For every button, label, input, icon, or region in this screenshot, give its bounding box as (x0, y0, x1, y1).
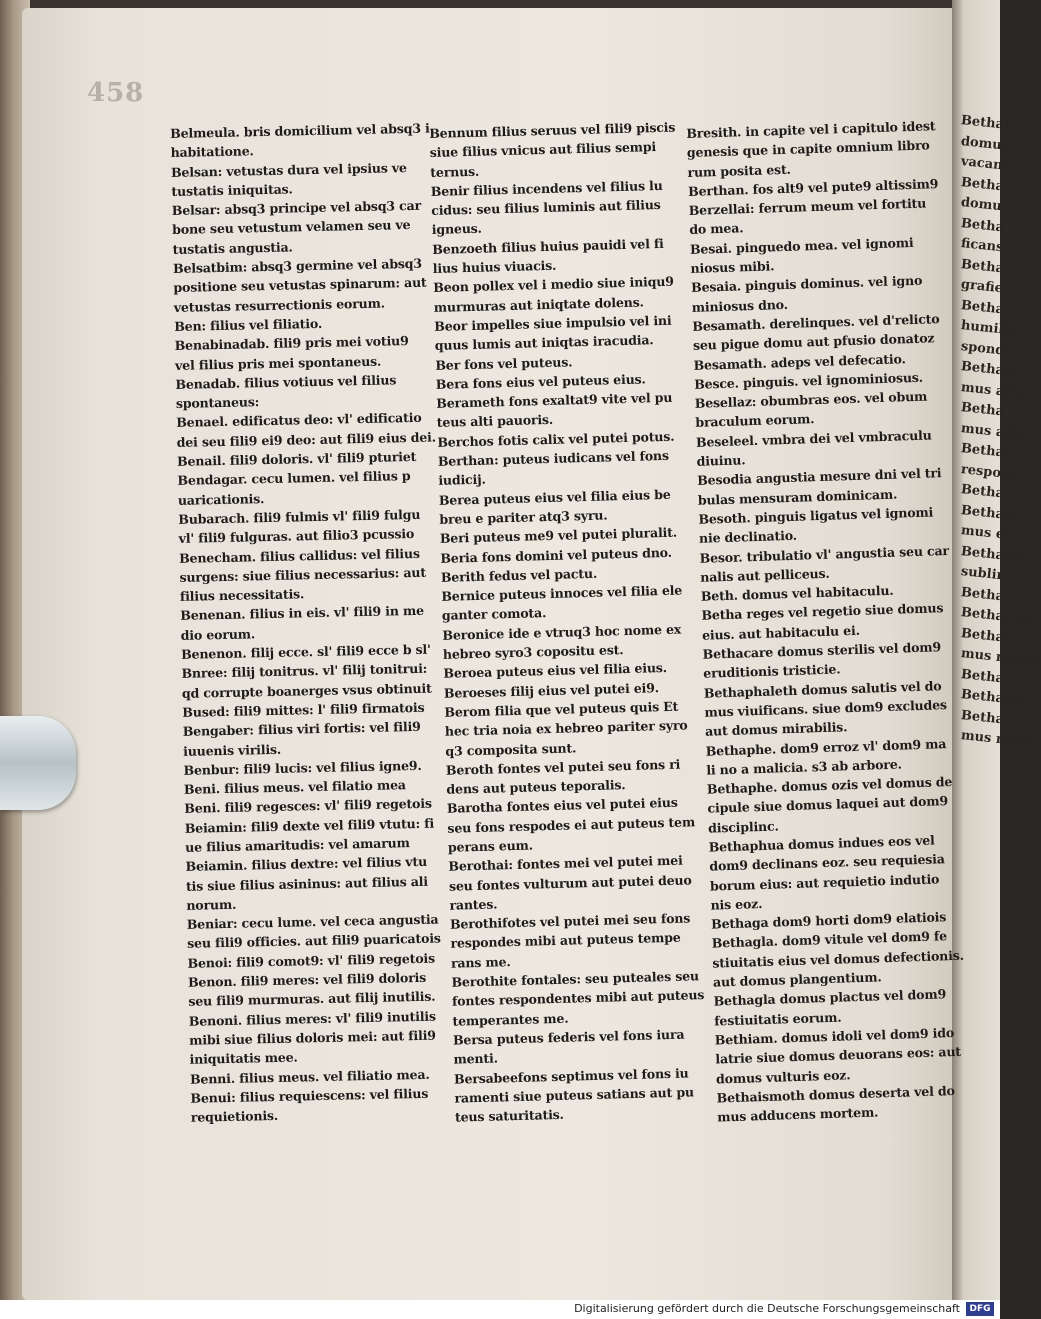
text-line: Bethaphaleth domus salutis vel do (703, 677, 942, 701)
text-line: ramenti siue puteus satians aut pu (454, 1084, 695, 1106)
text-line: iniquitatis mee. (189, 1049, 298, 1068)
text-line: Beni. fili9 regesces: vl' fili9 regetois (184, 796, 432, 817)
facing-page-fragment: respons (960, 461, 1019, 483)
facing-page-fragment: Betha (960, 297, 1005, 317)
text-line: Bethaismoth domus deserta vel do (716, 1082, 955, 1106)
text-line: Bera fons eius vel puteus eius. (435, 371, 646, 392)
text-line: ue filius amaritudis: vel amarum (184, 835, 410, 855)
text-line: bulas mensuram dominicam. (697, 486, 898, 508)
text-line: Berothai: fontes mei vel putei mei (448, 852, 683, 875)
facing-page-fragment: Betha (960, 400, 1005, 420)
text-line: igneus. (431, 221, 482, 238)
facing-page-fragment: Bethab (960, 113, 1014, 134)
text-line: rantes. (449, 896, 498, 913)
text-line: bone seu vetustum velamen seu ve (172, 217, 411, 238)
text-line: seu fontes vulturum aut putei deuo (448, 871, 692, 894)
text-line: disciplinc. (707, 818, 779, 836)
text-column-1 (170, 119, 439, 1127)
text-line: menti. (453, 1050, 498, 1067)
text-line: Berameth fons exaltat9 vite vel pu (436, 389, 673, 412)
text-line: rum posita est. (687, 161, 791, 180)
facing-page-fragment: sublimit (960, 564, 1022, 586)
text-line: eruditionis tristicie. (703, 661, 841, 682)
text-line: Benzoeth filius huius pauidi vel fi (432, 235, 664, 257)
text-line: Benoi: fili9 comot9: vl' fili9 regetois (187, 950, 436, 971)
page-number: 458 (87, 78, 145, 108)
text-line: Belsan: vetustas dura vel ipsius ve (170, 159, 407, 180)
facing-page-fragment: Betha (960, 174, 1005, 194)
text-line: cipule siue domus laquei aut dom9 (707, 793, 949, 817)
text-line: q3 composita sunt. (445, 739, 577, 759)
text-line: miniosus dno. (691, 296, 789, 315)
text-line: habitatione. (170, 143, 254, 161)
facing-page-fragment: Bethari (960, 359, 1017, 380)
text-line: perans eum. (447, 837, 534, 855)
text-line: ternus. (430, 163, 480, 180)
text-line: tis siue filius asininus: aut filius ali (185, 873, 429, 894)
text-line: Beseleel. vmbra dei vel vmbraculu (695, 427, 932, 450)
text-line: Benael. edificatus deo: vl' edificatio (176, 410, 422, 431)
text-line: Belmeula. bris domicilium vel absq3 i (170, 120, 430, 141)
text-line: Berthan. fos alt9 vel pute9 altissim9 (687, 176, 939, 199)
text-line: do mea. (689, 220, 744, 238)
text-line: Benbur: fili9 lucis: vel filius igne9. (183, 757, 422, 778)
text-line: Benecham. filius callidus: vel filius (178, 545, 420, 566)
text-line: Besamath. adeps vel defecatio. (693, 350, 906, 373)
text-line: Bengaber: filius viri fortis: vel fili9 (182, 719, 421, 740)
text-line: Benenan. filius in eis. vl' fili9 in me (180, 603, 424, 624)
text-line: Beth. domus vel habitaculu. (700, 582, 894, 604)
text-line: Besaia. pinguis dominus. vel igno (690, 273, 923, 296)
text-line: qd corrupte boanerges vsus obtinuit (181, 680, 432, 701)
text-line: Beronice ide e vtruq3 hoc nome ex (442, 621, 682, 643)
facing-page-fragment: mus medic (960, 728, 1041, 752)
text-line: Berothifotes vel putei mei seu fons (449, 910, 691, 932)
text-line: Berea puteus eius vel filia eius be (438, 486, 671, 508)
text-line: festiuitatis eorum. (713, 1009, 842, 1029)
text-line: hec tria noia ex hebreo pariter syro (444, 717, 688, 739)
text-line: Benoni. filius meres: vl' fili9 inutilis (188, 1008, 436, 1029)
text-line: filius necessitatis. (179, 586, 305, 605)
text-line: cidus: seu filius luminis aut filius (431, 197, 661, 219)
text-line: Besai. pinguedo mea. vel ignomi (689, 234, 914, 257)
facing-page-fragment: Betha (960, 256, 1005, 276)
text-line: aut domus plangentium. (712, 969, 882, 990)
text-line: seu fons respodes ei aut puteus tem (447, 813, 696, 836)
text-line: Berom filia que vel puteus quis Et (444, 698, 679, 720)
facing-page-fragment: Bethara (960, 625, 1020, 647)
text-line: Beroth fontes vel putei seu fons ri (445, 756, 681, 778)
text-line: Bethaphua domus indues eos vel (708, 832, 935, 855)
text-line: Beroea puteus eius vel filia eius. (443, 660, 668, 682)
text-line: norum. (186, 896, 237, 913)
facing-page-fragment: Betha (960, 666, 1005, 686)
facing-page-fragment: Betha (960, 584, 1005, 604)
text-line: Bethagla domus plactus vel dom9 (713, 986, 947, 1009)
text-line: dom9 declinans eoz. seu requiesia (709, 851, 945, 874)
text-line: Bethacare domus sterilis vel dom9 (702, 639, 942, 662)
footer-bar (0, 1300, 1000, 1319)
text-line: Belsatbim: absq3 germine vel absq3 (172, 255, 423, 277)
text-line: Benabinadab. fili9 pris mei votiu9 (174, 333, 409, 354)
text-line: Beroeses filij eius vel putei ei9. (443, 679, 660, 701)
facing-page-fragment: ficans (960, 236, 1005, 256)
text-line: siue filius vnicus aut filius sempi (429, 139, 657, 161)
text-line: Berzellai: ferrum meum vel fortitu (688, 195, 927, 219)
text-line: Bresith. in capite vel i capitulo idest (686, 118, 936, 141)
text-line: Bubarach. fili9 fulmis vl' fili9 fulgu (178, 506, 421, 527)
text-line: surgens: siue filius necessarius: aut (179, 564, 427, 585)
text-line: domus vulturis eoz. (715, 1066, 851, 1087)
facing-page-fragment: Bethara (960, 502, 1020, 524)
text-line: nalis aut pelliceus. (700, 565, 830, 585)
text-line: Belsar: absq3 principe vel absq3 car (171, 197, 422, 219)
text-line: Besor. tribulatio vl' angustia seu car (699, 542, 950, 566)
text-line: Benadab. filius votiuus vel filius (175, 372, 397, 392)
text-line: Bersabeefons septimus vel fons iu (453, 1065, 689, 1087)
text-column-3 (686, 116, 965, 1127)
facing-page-fragment: vacans (960, 154, 1011, 175)
text-line: Berothite fontales: seu puteales seu (451, 968, 700, 990)
text-line: iuuenis virilis. (182, 741, 282, 759)
text-line: Bethiam. domus idoli vel dom9 ido (714, 1024, 955, 1048)
text-line: borum eius: aut requietio indutio (709, 870, 940, 894)
text-line: Benir filius incendens vel filius lu (430, 177, 663, 199)
text-line: Beri puteus me9 vel putei pluralit. (439, 524, 678, 547)
text-line: Beria fons domini vel puteus dno. (440, 544, 673, 566)
text-line: vetustas resurrectionis eorum. (173, 295, 385, 315)
text-line: breu e pariter atq3 syru. (439, 507, 608, 527)
facing-page-fragment: sponde (960, 338, 1014, 359)
text-line: positione seu vetustas spinarum: aut (173, 275, 427, 296)
text-line: teus alti pauoris. (436, 412, 554, 431)
text-line: Benni. filius meus. vel filiatio mea. (189, 1066, 430, 1087)
text-line: teus saturitatis. (454, 1106, 564, 1125)
text-line: Ber fons vel puteus. (435, 353, 573, 373)
facing-page-fragment: mus elect (960, 523, 1032, 546)
text-line: Ben: filius vel filiatio. (174, 315, 323, 334)
facing-page-fragment: humilia (960, 318, 1018, 339)
text-line: Benail. fili9 doloris. vl' fili9 pturiet (176, 448, 417, 469)
text-line: Benenon. filij ecce. sl' fili9 ecce b sl' (180, 641, 431, 662)
facing-page-fragment: Bethara (960, 707, 1020, 729)
text-line: Bethaga dom9 horti dom9 elatiois (710, 909, 947, 932)
facing-page-fragment: Betharai (960, 543, 1025, 566)
text-line: stiuitatis eius vel domus defectionis. (712, 947, 964, 971)
text-line: Benui: filius requiescens: vel filius (190, 1085, 429, 1106)
text-line: Beni. filius meus. vel filatio mea (183, 777, 406, 797)
text-line: fontes respondentes mibi aut puteus (451, 987, 705, 1010)
text-line: murmuras aut iniqtate dolens. (433, 294, 644, 315)
text-line: requietionis. (190, 1108, 279, 1125)
text-line: dei seu fili9 ei9 deo: aut fili9 eius dei. (176, 429, 436, 450)
text-line: mibi siue filius doloris mei: aut fili9 (189, 1027, 436, 1048)
text-line: Besellaz: obumbras eos. vel obum (694, 388, 928, 412)
text-line: spontaneus: (175, 394, 260, 412)
text-line: lius huius viuacis. (432, 257, 557, 277)
text-line: respondes mibi aut puteus tempe (450, 930, 681, 952)
text-line: mus adducens mortem. (716, 1104, 879, 1125)
text-line: Beon pollex vel i medio siue iniqu9 (433, 274, 674, 296)
text-line: nis eoz. (710, 895, 763, 913)
text-line: seu fili9 officies. aut fili9 puaricatois (187, 930, 441, 952)
text-line: tustatis angustia. (172, 239, 293, 257)
text-line: Beor impelles siue impulsio vel ini (434, 312, 672, 334)
text-line: Bethaphe. domus ozis vel domus de (706, 774, 953, 797)
text-line: Berith fedus vel pactu. (440, 565, 598, 585)
text-line: Barotha fontes eius vel putei eius (446, 795, 678, 817)
text-line: vl' fili9 fulguras. aut filio3 pcussio (178, 526, 415, 547)
text-line: Besamath. derelinques. vel d'relicto (692, 311, 940, 334)
text-line: Bethaphe. dom9 erroz vl' dom9 ma (705, 735, 947, 759)
text-line: seu pigue domu aut pfusio donatoz (692, 330, 935, 354)
text-line: Beiamin. filius dextre: vel filius vtu (185, 854, 428, 875)
dfg-logo: DFG (966, 1302, 994, 1316)
text-line: Besce. pinguis. vel ignominiosus. (693, 369, 924, 392)
text-line: iudicij. (438, 471, 486, 489)
text-column-2 (429, 118, 703, 1128)
facing-page-fragment: domus (960, 195, 1010, 216)
text-line: Bused: fili9 mittes: l' fili9 firmatois (182, 699, 425, 720)
text-line: aut domus mirabilis. (704, 719, 848, 739)
text-line: seu fili9 murmuras. aut filij inutilis. (188, 988, 436, 1010)
text-line: Besoth. pinguis ligatus vel ignomi (698, 504, 934, 527)
text-line: hebreo syro3 copositu est. (442, 642, 624, 662)
facing-page-fragment: domus (960, 133, 1010, 154)
facing-page-fragment: Betharan (960, 687, 1030, 710)
facing-page-fragment: Betha (960, 482, 1005, 502)
text-line: quus lumis aut iniqtas iracudia. (434, 332, 654, 354)
text-line: li no a malicia. s3 ab arbore. (706, 756, 902, 778)
facing-page-fragment: Bethan (960, 441, 1015, 462)
text-line: uaricationis. (177, 490, 265, 508)
text-line: ganter comota. (441, 605, 547, 624)
text-line: Bennum filius seruus vel fili9 piscis (429, 119, 676, 141)
footer-credit: Digitalisierung gefördert durch die Deutsche Forschungsgemeinschaft (574, 1302, 960, 1315)
facing-page-fragment: mus affli (960, 379, 1025, 402)
text-line: Bnree: filij tonitrus. vl' filij tonitrui: (181, 661, 428, 682)
text-line: Betha reges vel regetio siue domus (701, 600, 944, 624)
facing-page-fragment: Betha (960, 215, 1005, 235)
text-line: diuinu. (696, 452, 746, 469)
text-line: Besodia angustia mesure dni vel tri (696, 465, 942, 489)
text-line: Berthan: puteus iudicans vel fons (437, 447, 669, 469)
text-line: Bernice puteus innoces vel filia ele (441, 582, 683, 604)
text-line: Bethagla. dom9 vitule vel dom9 fe (711, 928, 948, 952)
text-line: eius. aut habitaculu ei. (701, 622, 860, 643)
text-line: temperantes me. (452, 1010, 569, 1029)
facing-page-fragment: Betharaba (960, 605, 1038, 628)
text-line: Bendagar. cecu lumen. vel filius p (177, 468, 411, 489)
text-line: Beiamin: fili9 dexte vel fili9 vtutu: fi (184, 815, 435, 836)
text-line: nie declinatio. (698, 527, 798, 547)
facing-page-fragment: mus affli (960, 420, 1025, 443)
text-line: braculum eorum. (695, 411, 815, 431)
text-line: dens aut puteus teporalis. (446, 777, 626, 797)
page-clip (0, 716, 76, 810)
text-line: rans me. (450, 953, 511, 971)
text-line: niosus mibi. (690, 258, 775, 277)
facing-page-fragment: grafie (960, 277, 1004, 297)
text-line: genesis que in capite omnium libro (686, 137, 930, 161)
facing-page-fragment: mus medic (960, 646, 1041, 670)
text-line: Berchos fotis calix vel putei potus. (437, 428, 675, 450)
text-line: dio eorum. (180, 626, 256, 643)
text-line: mus viuificans. siue dom9 excludes (704, 697, 947, 720)
text-line: Bersa puteus federis vel fons iura (452, 1026, 685, 1048)
text-line: tustatis iniquitas. (171, 181, 293, 199)
text-line: Beniar: cecu lume. vel ceca angustia (186, 911, 439, 932)
text-line: latrie siue domus deuorans eos: aut (715, 1044, 962, 1067)
text-line: vel filius pris mei spontaneus. (174, 353, 382, 373)
text-line: Benon. fili9 meres: vel fili9 doloris (187, 969, 427, 990)
